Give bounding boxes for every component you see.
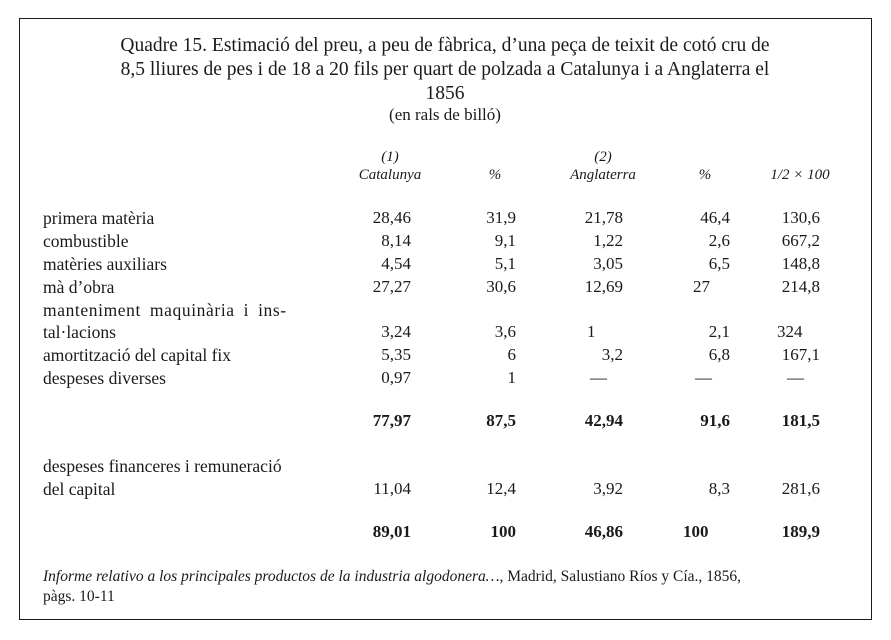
total-percent-1: 100 [490,522,516,541]
cell-catalunya: 3,24 [381,322,411,341]
cell-percent-2: 27 [693,277,710,296]
title-line-3: 1856 [425,83,465,104]
cell-catalunya: 0,97 [381,368,411,387]
cell-ratio: 130,6 [781,208,820,227]
total-percent-2: 100 [683,522,709,541]
financial-catalunya: 11,04 [373,479,411,498]
cell-percent-2: 6,8 [708,345,730,364]
cell-catalunya: 27,27 [372,277,411,296]
subtotal-percent-2: 91,6 [700,411,730,430]
cell-anglaterra: 3,05 [593,254,623,273]
row-label: manteniment maquinària i ins- [43,300,287,320]
cell-anglaterra: 21,78 [584,208,623,227]
cell-catalunya: 4,54 [381,254,411,273]
source-note [43,567,863,607]
cell-catalunya: 28,46 [372,208,411,227]
cell-percent-1: 31,9 [486,208,516,227]
row-label: matèries auxiliars [43,254,167,274]
cell-ratio: — [787,368,804,387]
cell-percent-1: 3,6 [494,322,516,341]
cell-ratio: 167,1 [781,345,820,364]
header-catalunya-name: Catalunya [358,167,422,183]
row-label: primera matèria [43,208,155,228]
total-ratio: 189,9 [781,522,820,541]
cell-catalunya: 5,35 [381,345,411,364]
cell-percent-2: 2,6 [708,231,730,250]
source-title: Informe relativo a los principales productos de la industria algodonera…, [43,568,504,585]
financial-label: despeses financeres i remuneració [43,456,282,476]
cell-ratio: 214,8 [781,277,820,296]
cell-percent-2: 2,1 [708,322,730,341]
cell-percent-1: 6 [507,345,516,364]
cell-percent-2: — [695,368,712,387]
row-label: amortització del capital fix [43,345,232,365]
subtotal-percent-1: 87,5 [486,411,516,430]
row-label-continuation: tal·lacions [43,322,116,342]
header-ratio: 1/2 × 100 [770,167,830,183]
cell-percent-1: 9,1 [494,231,516,250]
cell-anglaterra: — [590,368,607,387]
cell-percent-2: 46,4 [700,208,730,227]
source-pages: pàgs. 10-11 [43,588,115,605]
financial-percent-2: 8,3 [708,479,730,498]
total-catalunya: 89,01 [372,522,411,541]
cell-percent-1: 5,1 [494,254,516,273]
cell-percent-2: 6,5 [708,254,730,273]
row-label: despeses diverses [43,368,166,388]
cell-catalunya: 8,14 [381,231,411,250]
row-label: combustible [43,231,129,251]
financial-label-continuation: del capital [43,479,116,499]
cell-percent-1: 1 [507,368,516,387]
subtotal-anglaterra: 42,94 [584,411,623,430]
financial-percent-1: 12,4 [486,479,516,498]
header-anglaterra-name: Anglaterra [570,167,636,183]
cell-ratio: 667,2 [781,231,820,250]
cell-anglaterra: 3,2 [601,345,623,364]
row-label: mà d’obra [43,277,115,297]
header-anglaterra-number: (2) [594,149,612,165]
header-percent-1: % [488,167,502,183]
header-anglaterra [548,148,658,184]
title-line-2: 8,5 lliures de pes i de 18 a 20 fils per quart de polzada a Catalunya i a Anglaterra el [120,59,770,80]
cell-ratio: 324 [777,322,803,341]
cell-anglaterra: 1,22 [593,231,623,250]
total-anglaterra: 46,86 [584,522,623,541]
cell-ratio: 148,8 [781,254,820,273]
source-publisher: Madrid, Salustiano Ríos y Cía., 1856, [503,568,742,585]
subtotal-catalunya: 77,97 [372,411,411,430]
header-percent-2: % [698,167,712,183]
cell-percent-1: 30,6 [486,277,516,296]
cell-anglaterra: 12,69 [584,277,623,296]
table-title [30,34,860,106]
financial-anglaterra: 3,92 [593,479,623,498]
title-line-1: Quadre 15. Estimació del preu, a peu de fàbrica, d’una peça de teixit de cotó cru de [120,35,770,56]
subtotal-ratio: 181,5 [781,411,820,430]
financial-ratio: 281,6 [781,479,820,498]
header-catalunya [340,148,440,184]
cell-anglaterra: 1 [587,322,596,341]
header-catalunya-number: (1) [381,149,399,165]
table-subtitle: (en rals de billó) [389,105,501,124]
